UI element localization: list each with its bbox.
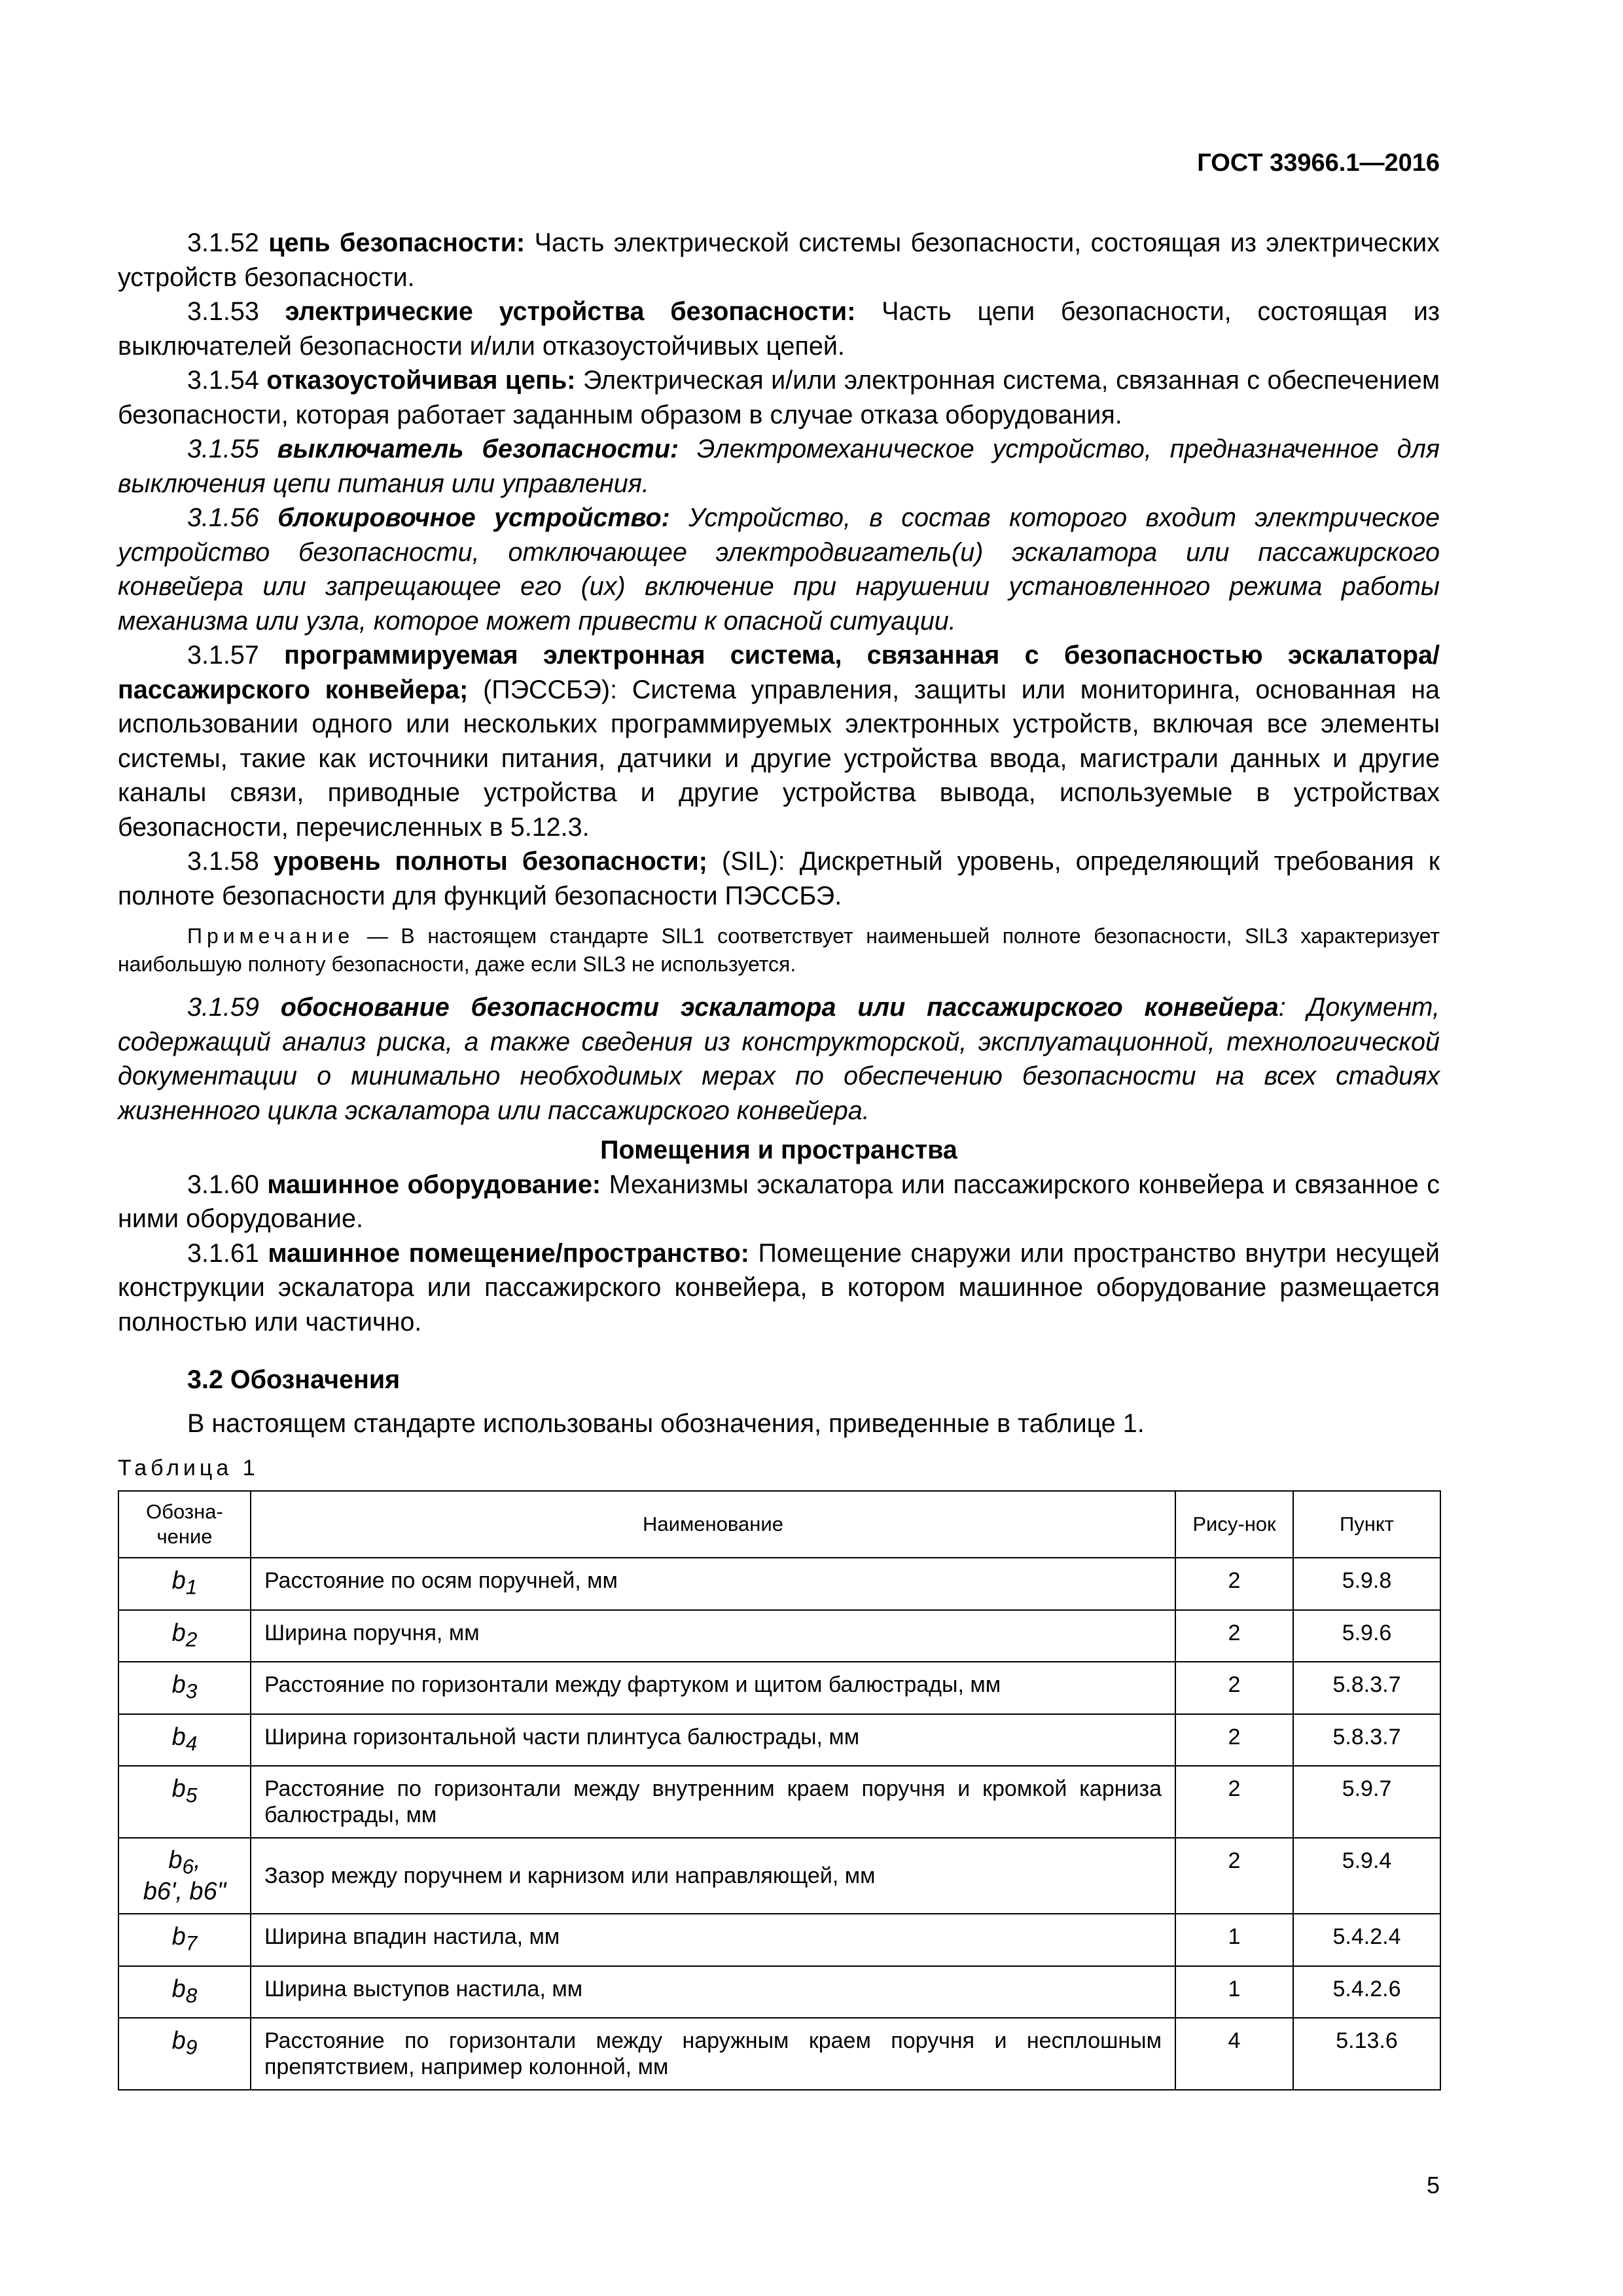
- symbol-variants: b6', b6": [143, 1877, 226, 1905]
- clause-number: 3.1.56: [187, 503, 259, 532]
- symbol-cell: $b_6$, b6', b6": [118, 1838, 251, 1914]
- name-cell: Расстояние по горизонтали между фартуком и щитом балюстрады, мм: [251, 1662, 1175, 1714]
- name-cell: Расстояние по осям поручней, мм: [251, 1558, 1175, 1610]
- section-intro: В настоящем стандарте использованы обозначения, приведенные в таблице 1.: [187, 1408, 1145, 1438]
- clause-cell: 5.9.6: [1293, 1610, 1440, 1662]
- term: уровень полноты безопасности;: [273, 847, 707, 876]
- standard-header: ГОСТ 33966.1—2016: [1197, 149, 1440, 177]
- definition-3-1-57: [118, 638, 1440, 844]
- figure-cell: 2: [1175, 1714, 1293, 1767]
- definition-3-1-59: [118, 990, 1440, 1128]
- name-cell: Ширина поручня, мм: [251, 1610, 1175, 1662]
- table-row: [118, 1662, 1440, 1714]
- note-label: Примечание: [187, 924, 355, 948]
- definition-3-1-58: [118, 844, 1440, 913]
- name-cell: Расстояние по горизонтали между наружным краем поручня и несплошным препятствием, например колонной, мм: [251, 2018, 1175, 2090]
- definition-3-1-55: [118, 432, 1440, 501]
- note: [118, 922, 1440, 978]
- section-heading-premises: Помещения и пространства: [600, 1136, 957, 1164]
- term: программируемая электронная система, связанная с безопасностью эскалатора/пассажирского конвейера;: [118, 641, 1440, 704]
- note-text: — В настоящем стандарте SIL1 соответствует наименьшей полноте безопасности, SIL3 характеризует наибольшую полноту безопасности, даже если SIL3 не используется.: [118, 924, 1440, 976]
- symbol-subscript: 3: [185, 1679, 198, 1703]
- symbol-base: b: [171, 1775, 186, 1803]
- clause-number: 3.1.58: [187, 847, 259, 876]
- definition-text: Часть цепи безопасности, состоящая из выключателей безопасности и/или отказоустойчивых цепей.: [118, 297, 1440, 361]
- symbol-subscript: 2: [185, 1627, 198, 1651]
- name-cell: Ширина впадин настила, мм: [251, 1914, 1175, 1966]
- clause-number: 3.1.52: [187, 228, 259, 257]
- definition-text: (SIL): Дискретный уровень, определяющий требования к полноте безопасности для функций безопасности ПЭССБЭ.: [118, 847, 1440, 910]
- table-row: [118, 2018, 1440, 2090]
- name-cell: Расстояние по горизонтали между внутренним краем поручня и кромкой карниза балюстрады, мм: [251, 1766, 1175, 1838]
- clause-cell: 5.4.2.4: [1293, 1914, 1440, 1966]
- clause-cell: 5.13.6: [1293, 2018, 1440, 2090]
- term: блокировочное устройство:: [277, 503, 670, 532]
- symbol-base: b: [171, 1723, 186, 1751]
- definition-text: Устройство, в состав которого входит электрическое устройство безопасности, отключающее электродвигатель(и) эскалатора или пассажирского конвейера или запрещающее его (их) включение при нарушении установленного режима работы механизма или узла, которое может привести к опасной ситуации.: [118, 503, 1440, 636]
- table-row: [118, 1838, 1440, 1914]
- clause-cell: 5.8.3.7: [1293, 1662, 1440, 1714]
- clause-cell: 5.4.2.6: [1293, 1966, 1440, 2018]
- symbol-base: b: [171, 1975, 186, 2003]
- definition-text: Помещение снаружи или пространство внутри несущей конструкции эскалатора или пассажирского конвейера, в котором машинное оборудование размещается полностью или частично.: [118, 1238, 1440, 1336]
- term: отказоустойчивая цепь:: [266, 366, 576, 395]
- symbol-base: b: [171, 1619, 186, 1647]
- figure-cell: 2: [1175, 1558, 1293, 1610]
- symbol-cell: [118, 1610, 251, 1662]
- table-row: [118, 1610, 1440, 1662]
- clause-cell: 5.9.7: [1293, 1766, 1440, 1838]
- symbol-subscript: 7: [185, 1931, 198, 1955]
- table-row: [118, 1914, 1440, 1966]
- name-cell: Ширина горизонтальной части плинтуса балюстрады, мм: [251, 1714, 1175, 1767]
- symbol-base: b: [171, 1671, 186, 1699]
- term: обоснование безопасности эскалатора или пассажирского конвейера: [280, 993, 1279, 1022]
- header-clause: Пункт: [1293, 1491, 1440, 1558]
- clause-number: 3.1.53: [187, 297, 259, 326]
- definition-text: Электрическая и/или электронная система, связанная с обеспечением безопасности, которая работает заданным образом в случае отказа оборудования.: [118, 366, 1440, 429]
- clause-cell: 5.9.4: [1293, 1838, 1440, 1914]
- term: выключатель безопасности:: [277, 435, 679, 463]
- table-row: [118, 1714, 1440, 1767]
- symbol-subscript: 9: [185, 2035, 198, 2059]
- figure-cell: 1: [1175, 1914, 1293, 1966]
- symbols-table: [118, 1490, 1441, 2090]
- header-symbol: Обозна-чение: [118, 1491, 251, 1558]
- symbol-subscript: 5: [185, 1783, 198, 1807]
- figure-cell: 2: [1175, 1610, 1293, 1662]
- definition-3-1-56: [118, 501, 1440, 638]
- section-heading-3-2: 3.2 Обозначения: [187, 1365, 401, 1394]
- symbol-subscript: 6: [182, 1854, 194, 1878]
- figure-cell: 4: [1175, 2018, 1293, 2090]
- definition-text: Электромеханическое устройство, предназначенное для выключения цепи питания или управления.: [118, 435, 1440, 498]
- symbol-subscript: 4: [185, 1731, 198, 1755]
- clause-cell: 5.9.8: [1293, 1558, 1440, 1610]
- clause-number: 3.1.61: [187, 1238, 259, 1268]
- definition-3-1-54: [118, 363, 1440, 432]
- symbol-cell: [118, 1914, 251, 1966]
- symbol-subscript: 8: [185, 1983, 198, 2007]
- definition-3-1-61: [118, 1236, 1440, 1340]
- clause-number: 3.1.60: [187, 1170, 259, 1199]
- symbol-cell: [118, 1766, 251, 1838]
- figure-cell: 2: [1175, 1838, 1293, 1914]
- table-row: [118, 1766, 1440, 1838]
- table-label: Таблица 1: [118, 1456, 259, 1480]
- term: электрические устройства безопасности:: [285, 297, 856, 326]
- header-name: Наименование: [251, 1491, 1175, 1558]
- clause-number: 3.1.59: [187, 993, 259, 1022]
- symbol-base: b: [171, 1567, 186, 1594]
- term: машинное помещение/пространство:: [268, 1238, 749, 1268]
- symbol-base: b: [171, 2027, 186, 2055]
- clause-number: 3.1.57: [187, 641, 259, 670]
- table-header-row: [118, 1491, 1440, 1558]
- header-figure: Рису-нок: [1175, 1491, 1293, 1558]
- definition-text: (ПЭССБЭ): Система управления, защиты или мониторинга, основанная на использовании одного или нескольких программируемых электронных устройств, включая все элементы системы, такие как источники питания, датчики и другие устройства ввода, магистрали данных и другие каналы связи, приводные устройства и другие устройства вывода, используемые в устройствах безопасности, перечисленных в 5.12.3.: [118, 675, 1440, 842]
- symbol-subscript: 1: [185, 1575, 198, 1599]
- clause-number: 3.1.55: [187, 435, 259, 463]
- definition-3-1-60: [118, 1168, 1440, 1236]
- definition-text: Механизмы эскалатора или пассажирского конвейера и связанное с ними оборудование.: [118, 1170, 1440, 1233]
- definition-3-1-53: [118, 295, 1440, 363]
- symbol-cell: [118, 1714, 251, 1767]
- term: машинное оборудование:: [267, 1170, 601, 1199]
- table-row: [118, 1966, 1440, 2018]
- symbol-cell: [118, 1662, 251, 1714]
- page-content: [118, 226, 1440, 2090]
- table-row: [118, 1558, 1440, 1610]
- name-cell: Ширина выступов настила, мм: [251, 1966, 1175, 2018]
- page-number: 5: [1426, 2172, 1440, 2198]
- clause-cell: 5.8.3.7: [1293, 1714, 1440, 1767]
- name-cell: Зазор между поручнем и карнизом или направляющей, мм: [251, 1838, 1175, 1914]
- clause-number: 3.1.54: [187, 366, 259, 395]
- figure-cell: 1: [1175, 1966, 1293, 2018]
- definition-text: : Документ, содержащий анализ риска, а также сведения из конструкторской, эксплуатационной, технологической документации о минимально необходимых мерах по обеспечению безопасности на всех стадиях жизненного цикла эскалатора или пассажирского конвейера.: [118, 993, 1440, 1125]
- symbol-base: b: [168, 1846, 183, 1874]
- symbol-cell: [118, 2018, 251, 2090]
- definition-3-1-52: [118, 226, 1440, 295]
- figure-cell: 2: [1175, 1766, 1293, 1838]
- figure-cell: 2: [1175, 1662, 1293, 1714]
- definition-text: Часть электрической системы безопасности, состоящая из электрических устройств безопасности.: [118, 228, 1440, 292]
- symbol-cell: [118, 1558, 251, 1610]
- symbol-cell: [118, 1966, 251, 2018]
- symbol-base: b: [171, 1922, 186, 1950]
- term: цепь безопасности:: [268, 228, 526, 257]
